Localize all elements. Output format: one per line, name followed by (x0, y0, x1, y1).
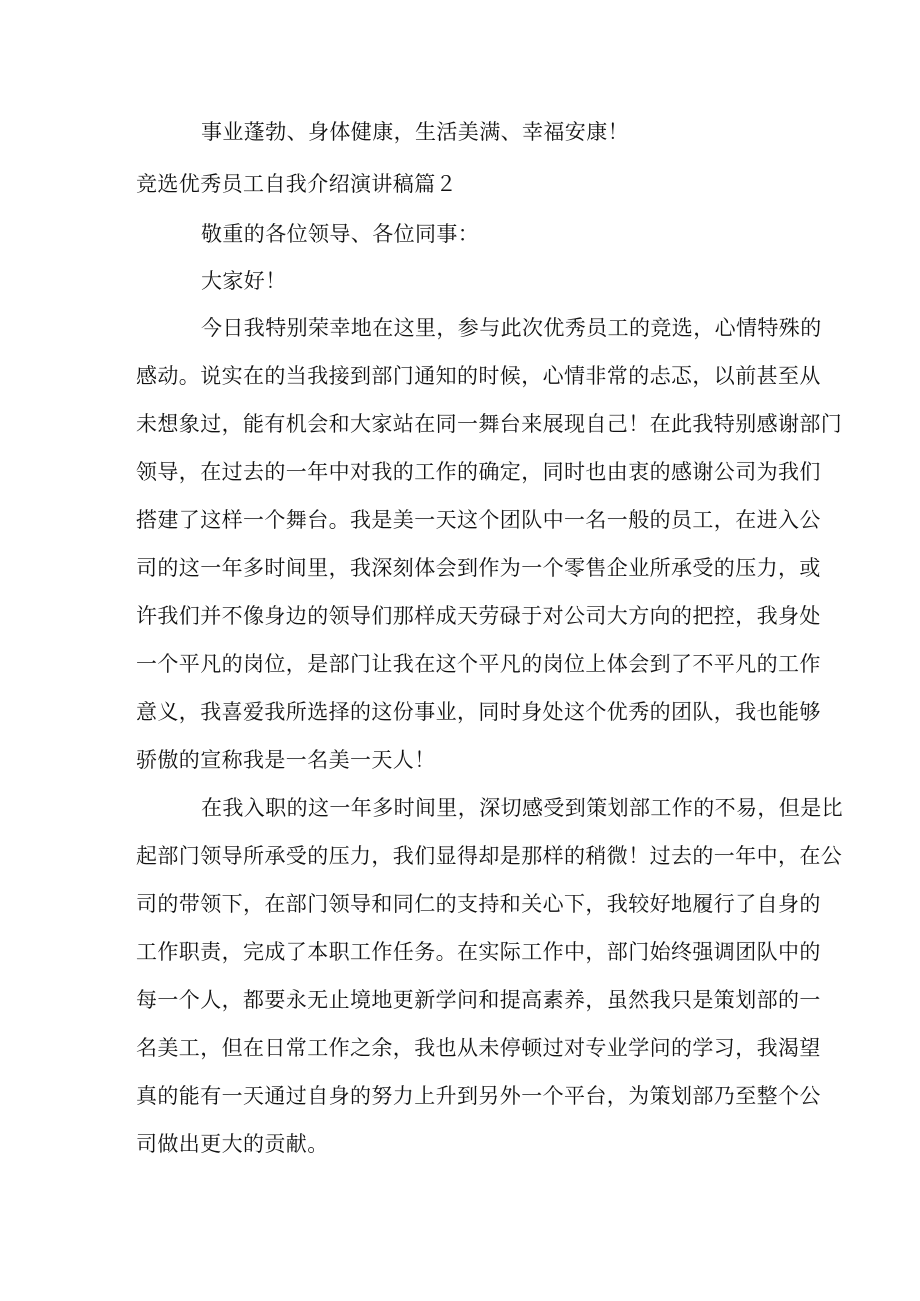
paragraph1-line: 一个平凡的岗位，是部门让我在这个平凡的岗位上体会到了不平凡的工作 (136, 652, 821, 676)
paragraph2-line: 司的带领下，在部门领导和同仁的支持和关心下，我较好地履行了自身的 (136, 892, 821, 916)
paragraph2-line: 在我入职的这一年多时间里，深切感受到策划部工作的不易，但是比 (201, 796, 843, 820)
greeting: 大家好！ (201, 269, 287, 293)
paragraph1-line: 领导，在过去的一年中对我的工作的确定，同时也由衷的感谢公司为我们 (136, 460, 821, 484)
paragraph2-line: 司做出更大的贡献。 (136, 1132, 329, 1156)
paragraph2-line: 每一个人，都要永无止境地更新学问和提高素养，虽然我只是策划部的一 (136, 988, 821, 1012)
closing-line: 事业蓬勃、身体健康，生活美满、幸福安康！ (201, 120, 629, 144)
paragraph1-line: 骄傲的宣称我是一名美一天人！ (136, 748, 436, 772)
paragraph2-line: 起部门领导所承受的压力，我们显得却是那样的稍微！过去的一年中，在公 (136, 844, 843, 868)
paragraph2-line: 工作职责，完成了本职工作任务。在实际工作中，部门始终强调团队中的 (136, 940, 821, 964)
paragraph1-line: 未想象过，能有机会和大家站在同一舞台来展现自己！在此我特别感谢部门 (136, 412, 843, 436)
paragraph1-line: 今日我特别荣幸地在这里，参与此次优秀员工的竞选，心情特殊的 (201, 316, 822, 340)
paragraph1-line: 搭建了这样一个舞台。我是美一天这个团队中一名一般的员工，在进入公 (136, 508, 821, 532)
paragraph2-line: 名美工，但在日常工作之余，我也从未停顿过对专业学问的学习，我渴望 (136, 1036, 821, 1060)
paragraph1-line: 意义，我喜爱我所选择的这份事业，同时身处这个优秀的团队，我也能够 (136, 700, 821, 724)
paragraph2-line: 真的能有一天通过自身的努力上升到另外一个平台，为策划部乃至整个公 (136, 1084, 821, 1108)
paragraph1-line: 感动。说实在的当我接到部门通知的时候，心情非常的忐忑，以前甚至从 (136, 364, 821, 388)
salutation: 敬重的各位领导、各位同事： (201, 222, 480, 246)
paragraph1-line: 许我们并不像身边的领导们那样成天劳碌于对公司大方向的把控，我身处 (136, 604, 821, 628)
section-title: 竞选优秀员工自我介绍演讲稿篇２ (136, 172, 457, 196)
paragraph1-line: 司的这一年多时间里，我深刻体会到作为一个零售企业所承受的压力，或 (136, 556, 821, 580)
